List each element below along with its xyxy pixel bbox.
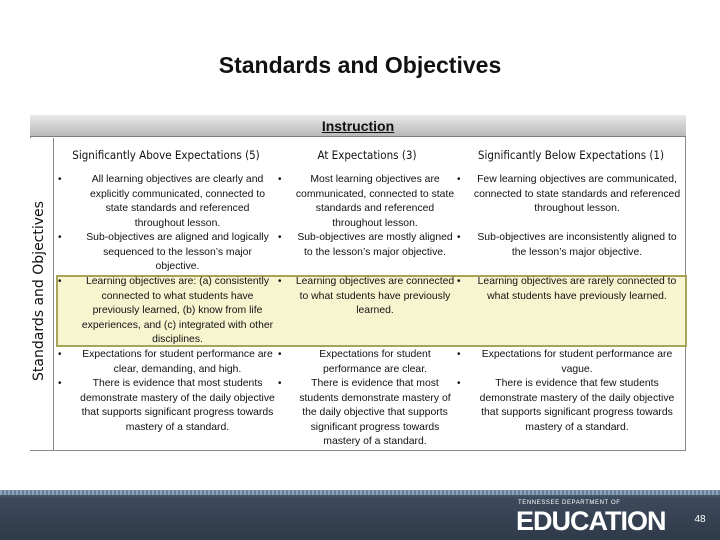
bullet-marker: • <box>278 349 282 360</box>
criterion-text: Sub-objectives are mostly aligned to the lesson’s major objective. <box>297 232 453 258</box>
bullet-marker: • <box>457 232 461 243</box>
criterion-text: Expectations for student performance are clear, demanding, and high. <box>82 349 273 375</box>
criterion-text: Expectations for student performance are clear. <box>319 349 431 375</box>
criterion-text: Few learning objectives are communicated, connected to state standards and referenced throughout lesson. <box>473 174 681 215</box>
bullet-marker: • <box>457 174 461 185</box>
criterion-text: Learning objectives are rarely connected to what students have previously learned. <box>477 276 677 302</box>
column-heading-below: Significantly Below Expectations (1) <box>477 148 665 162</box>
column-heading-at: At Expectations (3) <box>317 148 417 162</box>
bullet-marker: • <box>278 174 282 185</box>
instruction-header-label: Instruction <box>321 118 395 134</box>
criterion-text: Learning objectives are connected to what students have previously learned. <box>295 276 455 317</box>
bullet-marker: • <box>58 174 62 185</box>
bullet-marker: • <box>457 276 461 287</box>
criterion-text: There is evidence that most students demonstrate mastery of the daily objective that supports significant progress towards mastery of a standard. <box>80 378 275 433</box>
criterion-text: Sub-objectives are inconsistently aligned to the lesson’s major objective. <box>477 232 677 258</box>
criterion-text: There is evidence that most students demonstrate mastery of the daily objective that supports significant progress towards mastery of a standard. <box>299 378 451 448</box>
bullet-marker: • <box>278 378 282 389</box>
column-heading-above: Significantly Above Expectations (5) <box>72 148 260 162</box>
bullet-marker: • <box>457 378 461 389</box>
footer-stripe <box>0 490 720 495</box>
criterion-text: Sub-objectives are aligned and logically sequenced to the lesson’s major objective. <box>86 232 269 273</box>
criterion-text: Learning objectives are: (a) consistently connected to what students have previously learned, (b) know from life experiences, and (c) integrated with other disciplines. <box>81 276 274 346</box>
criterion-text: Expectations for student performance are vague. <box>481 349 673 375</box>
bullet-marker: • <box>58 349 62 360</box>
page-number: 48 <box>694 514 706 525</box>
bullet-marker: • <box>457 349 461 360</box>
bullet-marker: • <box>278 276 282 287</box>
department-line: TENNESSEE DEPARTMENT OF <box>518 500 621 506</box>
bullet-marker: • <box>58 378 62 389</box>
criterion-text: There is evidence that few students demonstrate mastery of the daily objective that supports significant progress towards mastery of a standard. <box>479 378 675 433</box>
criterion-text: All learning objectives are clearly and explicitly communicated, connected to state standards and referenced throughout lesson. <box>90 174 265 229</box>
education-logo: EDUCATION <box>516 506 666 536</box>
bullet-marker: • <box>58 276 62 287</box>
slide-title: Standards and Objectives <box>218 52 502 78</box>
bullet-marker: • <box>58 232 62 243</box>
bullet-marker: • <box>278 232 282 243</box>
criterion-text: Most learning objectives are communicated, connected to state standards and referenced throughout lesson. <box>295 174 455 229</box>
side-label: Standards and Objectives <box>31 201 47 381</box>
